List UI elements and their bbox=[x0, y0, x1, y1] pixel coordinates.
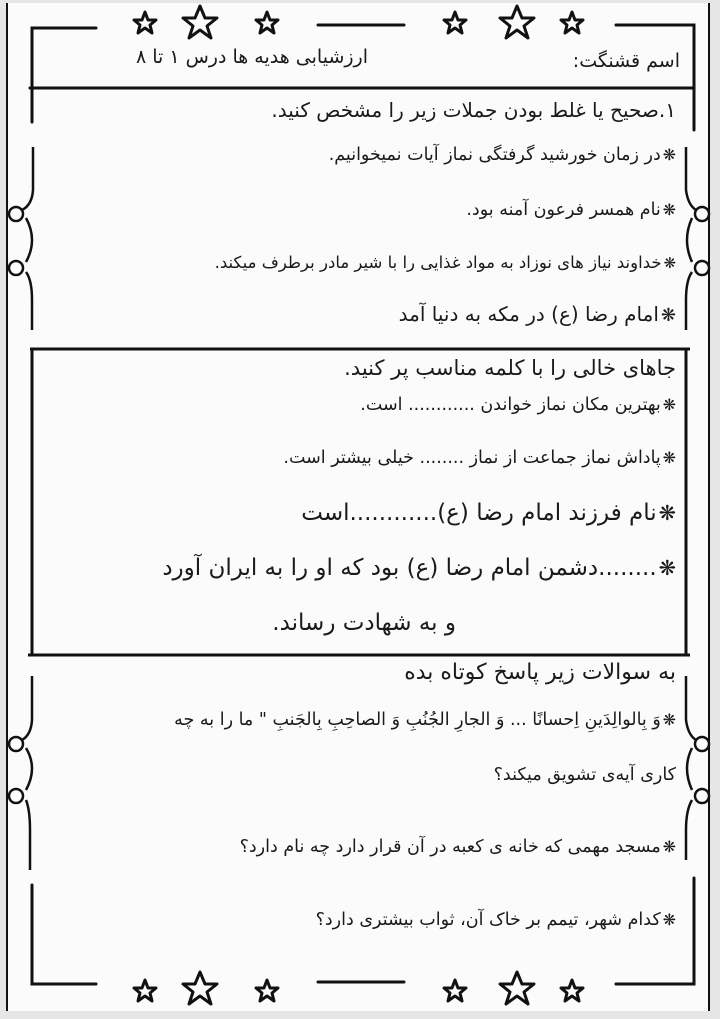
tf-item-2: ❋نام همسر فرعون آمنه بود. bbox=[466, 200, 676, 220]
blank-item-3: ❋نام فرزند امام رضا (ع)............است bbox=[301, 500, 676, 526]
bullet-icon: ❋ bbox=[662, 837, 676, 856]
bullet-icon: ❋ bbox=[658, 501, 676, 525]
bullet-icon: ❋ bbox=[662, 910, 676, 929]
short-answer-item-1-continued: کاری آیه‌ی تشویق میکند؟ bbox=[493, 765, 676, 785]
bullet-icon: ❋ bbox=[662, 710, 676, 729]
section2-heading: جاهای خالی را با کلمه مناسب پر کنید. bbox=[344, 356, 676, 380]
section1-heading: ۱.صحیح یا غلط بودن جملات زیر را مشخص کنید. bbox=[271, 98, 676, 122]
blank-item-4: ❋........دشمن امام رضا (ع) بود که او را به ایران آورد bbox=[162, 555, 676, 581]
blank-item-4-continued: و به شهادت رساند. bbox=[272, 610, 456, 636]
bullet-icon: ❋ bbox=[663, 254, 676, 272]
bullet-icon: ❋ bbox=[662, 200, 676, 219]
tf-item-3: ❋خداوند نیاز های نوزاد به مواد غذایی را با شیر مادر برطرف میکند. bbox=[214, 253, 676, 272]
tf-item-4: ❋امام رضا (ع) در مکه به دنیا آمد bbox=[398, 302, 676, 326]
bullet-icon: ❋ bbox=[662, 395, 676, 414]
student-name-label: اسم قشنگت: bbox=[572, 50, 680, 72]
worksheet-title: ارزشیابی هدیه ها درس ۱ تا ۸ bbox=[135, 46, 368, 68]
bullet-icon: ❋ bbox=[660, 305, 676, 326]
blank-item-1: ❋بهترین مکان نماز خواندن ............ است. bbox=[360, 395, 676, 415]
short-answer-item-2: ❋مسجد مهمی که خانه ی کعبه در آن قرار دارد چه نام دارد؟ bbox=[239, 837, 676, 857]
short-answer-item-3: ❋کدام شهر، تیمم بر خاک آن، ثواب بیشتری دارد؟ bbox=[315, 910, 676, 930]
blank-item-2: ❋پاداش نماز جماعت از نماز ........ خیلی بیشتر است. bbox=[283, 448, 676, 468]
tf-item-1: ❋در زمان خورشید گرفتگی نماز آیات نمیخوانیم. bbox=[328, 145, 676, 165]
bullet-icon: ❋ bbox=[662, 145, 676, 164]
bullet-icon: ❋ bbox=[658, 556, 676, 580]
bullet-icon: ❋ bbox=[662, 448, 676, 467]
short-answer-item-1: ❋وَ بِالوالِدَینِ اِحسانًا ... وَ الجارِ الجُنُبِ وَ الصاحِبِ بِالجَنبِ " ما را به چه bbox=[174, 710, 676, 730]
section3-heading: به سوالات زیر پاسخ کوتاه بده bbox=[404, 660, 676, 685]
